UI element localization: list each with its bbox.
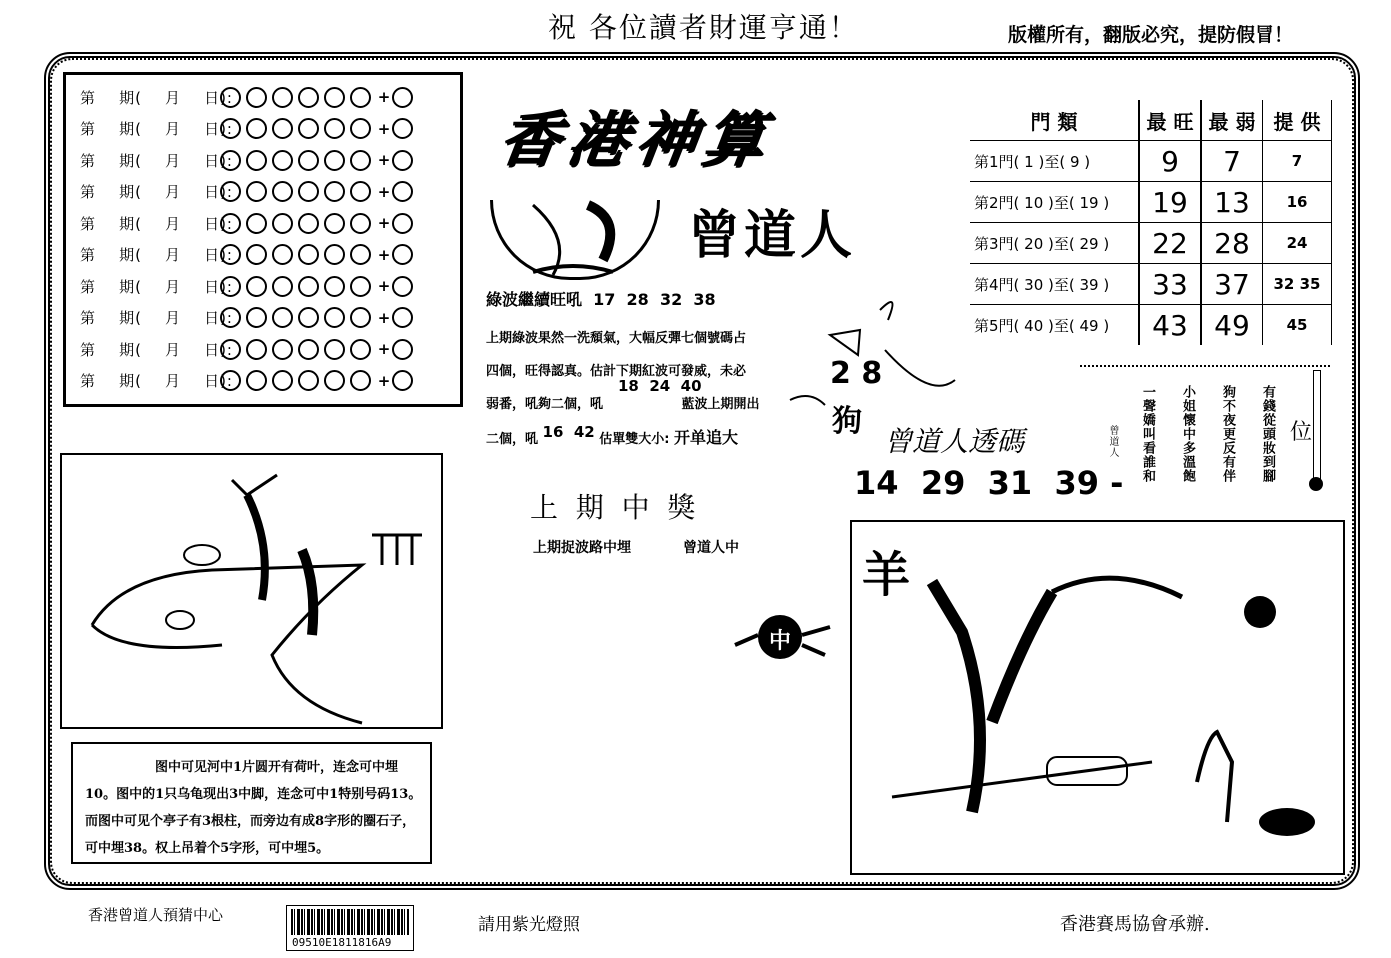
pond-scene-illustration: [62, 455, 441, 727]
number-circle: [220, 87, 241, 108]
riddle-picture-left: [60, 453, 443, 729]
col-cold: 最 弱: [1201, 100, 1263, 141]
hot-cell: 19: [1139, 182, 1201, 223]
number-circle: [246, 339, 267, 360]
poem-col-1: 有錢從頭妝到腳: [1260, 385, 1275, 483]
number-circle: [272, 370, 293, 391]
number-circle: [298, 181, 319, 202]
record-row-label: 第 期( 月 日):: [80, 120, 233, 138]
record-row: [80, 335, 418, 363]
number-circle: [298, 87, 319, 108]
special-number-circle: [392, 339, 413, 360]
record-row: [80, 241, 418, 269]
number-circle: [246, 276, 267, 297]
number-circle: [350, 118, 371, 139]
number-circle: [298, 118, 319, 139]
number-circle: [350, 339, 371, 360]
col-door: 門 類: [1030, 109, 1078, 134]
plus-sign: +: [377, 182, 391, 201]
pick-numbers: 2 8: [830, 356, 883, 391]
number-circle: [324, 307, 345, 328]
pick-animal: 狗: [832, 404, 862, 439]
plus-sign: +: [377, 151, 391, 169]
special-number-circle: [392, 118, 413, 139]
number-circle: [246, 244, 267, 265]
provide-cell: 32 35: [1263, 264, 1332, 305]
cold-cell: 49: [1201, 305, 1263, 346]
draw-record-box: [63, 72, 463, 407]
para-line-4b: 估單雙大小:: [599, 432, 670, 447]
plus-sign: +: [377, 214, 391, 232]
last-period-heading: 上 期 中 獎: [530, 491, 696, 524]
cold-cell: 7: [1201, 141, 1263, 182]
number-circle: [272, 244, 293, 265]
col-provide: 提 供: [1263, 100, 1332, 141]
number-circle: [298, 213, 319, 234]
number-circle: [220, 307, 241, 328]
table-row: [970, 182, 1332, 223]
poem-col-2: 狗不夜更反有伴: [1220, 385, 1235, 483]
special-number-circle: [392, 213, 413, 234]
author-name: 曾道人: [688, 206, 857, 266]
red-numbers: 18 24 40: [618, 377, 702, 395]
record-row: [80, 146, 418, 174]
special-number-circle: [392, 150, 413, 171]
number-circle: [324, 150, 345, 171]
plus-sign: +: [377, 277, 391, 295]
prediction-paragraph: [486, 322, 776, 456]
door-table: [970, 100, 1332, 345]
number-circle: [220, 244, 241, 265]
moon-figure-icon: [493, 200, 657, 278]
para-line-2: 四個，旺得認真。估計下期紅波可發威，未必: [486, 364, 747, 379]
door-cell: 第4門( 30 )至( 39 ): [970, 264, 1139, 305]
number-circle: [246, 118, 267, 139]
number-circle: [298, 370, 319, 391]
record-row-label: 第 期( 月 日):: [80, 151, 233, 170]
para-line-4a: 二個，吼: [486, 432, 539, 447]
door-cell: 第3門( 20 )至( 29 ): [970, 223, 1139, 264]
cold-cell: 13: [1201, 182, 1263, 223]
number-circle: [272, 339, 293, 360]
hot-cell: 9: [1139, 141, 1201, 182]
number-circle: [324, 370, 345, 391]
record-row: [80, 272, 418, 300]
record-row: [80, 178, 418, 206]
door-cell: 第1門( 1 )至( 9 ): [970, 141, 1139, 182]
number-circle: [350, 244, 371, 265]
special-number-circle: [392, 307, 413, 328]
number-circle: [220, 150, 241, 171]
table-row: [970, 305, 1332, 346]
reveal-label: 曾道人透碼: [884, 425, 1025, 458]
number-circle: [324, 213, 345, 234]
number-circle: [272, 150, 293, 171]
record-row-label: 第 期( 月 日):: [80, 246, 233, 264]
number-circle: [350, 87, 371, 108]
door-cell: 第2門( 10 )至( 19 ): [970, 182, 1139, 223]
riddle-picture-right: [850, 520, 1345, 875]
cold-cell: 28: [1201, 223, 1263, 264]
record-row: [80, 83, 418, 111]
para-line-4: [486, 421, 776, 456]
green-wave-line: 綠波繼續旺吼 17 28 32 38: [486, 290, 716, 309]
number-circle: [324, 276, 345, 297]
col-hot: 最 旺: [1139, 100, 1201, 141]
number-circle: [220, 213, 241, 234]
number-circle: [324, 339, 345, 360]
picture-note: 图中可见河中1片圆开有荷叶，连念可中埋10。图中的1只乌龟现出3中脚，连念可中1特别号码13。而图中可见个亭子有3根柱，而旁边有成8字形的圈石子，可中埋38。权上吊着个5字形，可中埋5。: [71, 742, 432, 864]
poem-signature: 曾道人: [1107, 425, 1118, 458]
number-circle: [324, 118, 345, 139]
number-circle: [298, 150, 319, 171]
moon-illustration: [490, 200, 660, 280]
provide-cell: 7: [1263, 141, 1332, 182]
number-circle: [272, 307, 293, 328]
record-row: [80, 209, 418, 237]
para-line-3b: 藍波上期開出: [681, 397, 760, 412]
poem-scroll-rod: [1313, 370, 1321, 484]
record-row-label: 第 期( 月 日):: [80, 214, 233, 233]
poem-col-3: 小姐懷中多溫飽: [1180, 385, 1195, 483]
odd-even-pick: 开单追大: [674, 428, 739, 447]
number-circle: [350, 213, 371, 234]
number-circle: [272, 87, 293, 108]
number-circle: [246, 150, 267, 171]
table-row: [970, 264, 1332, 305]
record-row-label: 第 期( 月 日):: [80, 340, 233, 359]
number-circle: [246, 181, 267, 202]
table-header-row: [970, 100, 1332, 141]
stamp-text: 中: [769, 629, 792, 654]
provide-cell: 24: [1263, 223, 1332, 264]
number-circle: [324, 87, 345, 108]
poem-position: 位: [1290, 420, 1313, 445]
number-circle: [220, 339, 241, 360]
number-circle: [220, 276, 241, 297]
reveal-numbers: 14 29 31 39 -: [854, 464, 1124, 502]
table-row: [970, 141, 1332, 182]
number-circle: [272, 213, 293, 234]
tree-scene-illustration: [852, 522, 1343, 873]
special-number-circle: [392, 370, 413, 391]
para-line-3a: 弱番，吼夠二個，吼: [486, 397, 604, 412]
poem-top-rule: [1080, 365, 1330, 367]
poem-col-4: 一聲嬌叫看誰和: [1140, 385, 1155, 483]
number-circle: [272, 181, 293, 202]
number-circle: [324, 244, 345, 265]
special-number-circle: [392, 87, 413, 108]
barcode-bars: [291, 909, 409, 935]
copyright-notice: 版權所有，翻版必究，提防假冒！: [1008, 24, 1294, 46]
record-row-label: 第 期( 月 日):: [80, 277, 233, 296]
number-circle: [298, 339, 319, 360]
footer-right: 香港賽馬協會承辦.: [1060, 914, 1210, 935]
number-circle: [220, 181, 241, 202]
record-row: [80, 367, 418, 395]
last-period-text-b: 曾道人中: [683, 540, 739, 556]
special-number-circle: [392, 244, 413, 265]
number-circle: [298, 276, 319, 297]
hot-cell: 33: [1139, 264, 1201, 305]
number-circle: [298, 307, 319, 328]
record-row-label: 第 期( 月 日):: [80, 183, 233, 201]
record-row-label: 第 期( 月 日):: [80, 372, 233, 390]
blue-numbers: 16 42: [542, 423, 595, 441]
number-circle: [246, 87, 267, 108]
para-line-1: 上期綠波果然一洗頹氣，大幅反彈七個號碼占: [486, 331, 747, 346]
table-row: [970, 223, 1332, 264]
page-title: 香港神算: [494, 105, 777, 175]
last-period-text-a: 上期捉波路中埋: [533, 540, 631, 556]
cold-cell: 37: [1201, 264, 1263, 305]
picture-animal-label: 羊: [862, 547, 911, 603]
barcode-number: 09510E1811816A9: [292, 936, 392, 949]
number-circle: [324, 181, 345, 202]
provide-cell: 45: [1263, 305, 1332, 346]
para-line-3: [486, 377, 776, 421]
greeting: 祝 各位讀者財運亨通！: [548, 11, 859, 44]
number-circle: [220, 118, 241, 139]
number-circle: [246, 307, 267, 328]
number-circle: [350, 276, 371, 297]
number-circle: [298, 244, 319, 265]
number-circle: [272, 118, 293, 139]
plus-sign: +: [377, 119, 391, 138]
number-circle: [246, 370, 267, 391]
number-circle: [350, 150, 371, 171]
record-row: [80, 304, 418, 332]
number-circle: [350, 181, 371, 202]
number-circle: [246, 213, 267, 234]
barcode: [286, 905, 414, 951]
special-number-circle: [392, 181, 413, 202]
poem-scroll-knob: [1309, 477, 1323, 491]
plus-sign: +: [377, 88, 391, 106]
record-row-label: 第 期( 月 日):: [80, 88, 233, 107]
footer-middle: 請用紫光燈照: [478, 915, 580, 935]
special-number-circle: [392, 276, 413, 297]
number-circle: [350, 307, 371, 328]
record-row: [80, 115, 418, 143]
plus-sign: +: [377, 245, 391, 264]
hot-cell: 43: [1139, 305, 1201, 346]
record-row-label: 第 期( 月 日):: [80, 309, 233, 327]
plus-sign: +: [377, 340, 391, 358]
door-cell: 第5門( 40 )至( 49 ): [970, 305, 1139, 346]
hot-cell: 22: [1139, 223, 1201, 264]
plus-sign: +: [377, 308, 391, 327]
plus-sign: +: [377, 371, 391, 390]
footer-left: 香港曾道人預猜中心: [88, 906, 224, 924]
number-circle: [220, 370, 241, 391]
provide-cell: 16: [1263, 182, 1332, 223]
number-circle: [350, 370, 371, 391]
number-circle: [272, 276, 293, 297]
